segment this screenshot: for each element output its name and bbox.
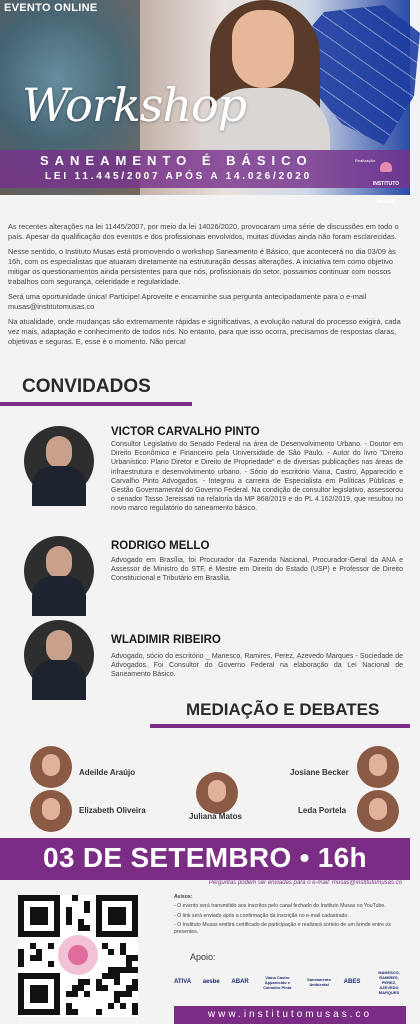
qr-module	[108, 949, 114, 955]
notice-item: - O Instituto Musas emitirá certificado de participação e realizará sorteio de um brinde entre os presentes.	[174, 922, 391, 936]
website-link[interactable]: www.institutomusas.co	[174, 1006, 406, 1024]
qr-module	[120, 1003, 126, 1009]
mediator-name: Leda Portela	[298, 806, 347, 815]
qr-finder	[108, 907, 126, 925]
qr-module	[84, 907, 90, 913]
notices-title: Avisos:	[174, 894, 193, 900]
intro-text	[8, 222, 406, 352]
event-subtitle: SANEAMENTO É BÁSICO	[40, 153, 313, 168]
institute-logo-text: INSTITUTO MUSAS	[372, 181, 400, 205]
qr-module	[72, 1009, 78, 1015]
sponsor-logo: aesbe	[202, 979, 220, 985]
guest-photo	[24, 620, 94, 690]
flower-icon	[380, 162, 392, 172]
title-band	[0, 150, 410, 188]
intro-paragraph: Será uma oportunidade única! Participe! Aproveite e encaminhe sua pergunta antecipadamente para o e-mail musas@institutomusas.co	[8, 292, 367, 311]
sponsor-logo: Viana Castro Apparecido e Carvalho Pinto	[263, 974, 292, 990]
qr-module	[132, 985, 138, 991]
qr-module	[18, 961, 24, 967]
qr-module	[108, 1003, 114, 1009]
mediator-name: Adeilde Araújo	[79, 768, 136, 777]
sponsor-logo: MANESCO, RAMIRES, PEREZ, AZEVEDO MARQUES	[378, 969, 400, 995]
qr-module	[114, 979, 120, 985]
event-date: 03 DE SETEMBRO • 16h	[43, 842, 367, 873]
event-label: EVENTO ONLINE	[4, 2, 98, 14]
mediator-photo	[30, 746, 72, 788]
qr-module	[72, 895, 78, 901]
mediator-name: Elizabeth Oliveira	[79, 806, 146, 815]
qr-module	[96, 1009, 102, 1015]
mediator-photo	[357, 790, 399, 832]
sponsor-logos	[174, 966, 406, 998]
qr-finder	[30, 985, 48, 1003]
guests-heading-bar	[0, 402, 192, 406]
institute-logo	[366, 162, 406, 208]
mediator-name: Juliana Matos	[189, 812, 242, 821]
sponsor-logo: ABES	[343, 979, 361, 985]
law-subtitle: LEI 11.445/2007 APÓS A 14.026/2020	[45, 171, 312, 182]
mediator-photo	[357, 746, 399, 788]
notices	[174, 894, 406, 939]
guest-name: VICTOR CARVALHO PINTO	[111, 426, 260, 438]
qr-module	[48, 943, 54, 949]
intro-paragraph: Na atualidade, onde mudanças são extremamente rápidas e significativas, a evolução natural do processo exigirá, cada vez mais, adaptação e conhecimento de todos nós. No entanto, para que isso ocorra, precisamos de respostas claras, objetivas e seguras. E, esse é o momento. Não perca!	[8, 317, 401, 346]
workshop-title: Workshop	[22, 78, 247, 132]
mediator-photo	[196, 772, 238, 814]
guest-photo	[24, 536, 94, 606]
support-label: Apoio:	[190, 952, 216, 962]
institute-flower-icon	[58, 935, 98, 975]
guest-bio: Consultor Legislativo do Senado Federal na área de Desenvolvimento Urbano. - Doutor em Direito Econômico e Financeiro pela Universidade de São Paulo. - Autor do livro "Direito Urbanístico: Plano Diretor e Direito de Propriedade" e de diversas publicações nas áreas de infraestrutura e desenvolvimento urbano. - Sócio do escritório Viana, Castro, Apparecido e Carvalho Pinto Advogados. - Integrou a carreira de Especialista em Políticas Públicas e Gestão Governamental do Governo Federal. Na condição de consultor legislativo, assessorou o senador Tasso Jereissati na relatoria da MP 868/2019 e do PL 4.162/2019, que resultou no novo marco regulatório do saneamento básico.	[111, 441, 403, 513]
qr-module	[84, 979, 90, 985]
qr-module	[132, 955, 138, 961]
notice-item: - O evento será transmitido aos inscritos pelo canal fechado do Instituto Musas no YouTube.	[174, 902, 386, 909]
guest-bio: Advogado, sócio do escritório _ Manesco, Ramires, Perez, Azevedo Marques - Sociedade de Advogados. Foi Consultor do Governo Federal na elaboração da Lei Nacional de Saneamento Básico.	[111, 653, 403, 679]
sponsor-logo: ATIVA	[174, 979, 192, 985]
mediation-heading-bar	[150, 724, 410, 728]
guest-bio: Advogado em Brasília, foi Procurador da Fazenda Nacional, Procurador-Geral da ANA e Assessor de Ministro do STF, é Mestre em Direito do Estado (USP) e Professor de Direito Constitucional e Tributário em Brasília.	[111, 557, 403, 583]
guest-photo	[24, 426, 94, 496]
sponsor-logo: ABAR	[231, 979, 249, 985]
qr-module	[66, 919, 72, 925]
qr-finder	[30, 907, 48, 925]
qr-module	[132, 967, 138, 973]
sponsor-logo: Saneamento Ambiental	[307, 977, 331, 987]
questions-note: Perguntas podem ser enviadas para o e-mail: musas@institutomusas.co	[0, 880, 410, 892]
hero-banner	[0, 0, 410, 205]
intro-paragraph: Nesse sentido, o Instituto Musas está promovendo o workshop Saneamento é Básico, que acontecerá no dia 03/09 às 16h, com os especialistas que atuaram diretamente na estruturação dessas alterações. A iniciativa tem como objetivo mitigar os questionamentos ainda persistentes para que nós, profissionais do setor, possamos continuar com nossos trabalhos com segurança, celeridade e regularidade.	[8, 247, 396, 286]
date-band	[0, 838, 410, 886]
qr-module	[36, 955, 42, 961]
qr-code[interactable]	[18, 895, 138, 1017]
mediation-heading: MEDIAÇÃO E DEBATES	[186, 700, 380, 719]
mediator-name: Josiane Becker	[290, 768, 349, 777]
guest-name: RODRIGO MELLO	[111, 540, 210, 552]
guest-name: WLADIMIR RIBEIRO	[111, 634, 221, 646]
qr-module	[84, 925, 90, 931]
intro-paragraph: As recentes alterações na lei 11445/2007, por meio da lei 14026/2020, provocaram uma série de discussões em todo o país. Apesar da qualificação dos eventos e dos profissionais envolvidos, muitas dúvidas ainda não foram esclarecidas.	[8, 222, 399, 241]
qr-module	[132, 1009, 138, 1015]
qr-module	[102, 985, 108, 991]
realization-label: Realização:	[355, 158, 376, 163]
qr-module	[84, 991, 90, 997]
guests-heading: CONVIDADOS	[22, 376, 151, 397]
qr-module	[72, 991, 78, 997]
mediator-photo	[30, 790, 72, 832]
qr-module	[48, 961, 54, 967]
notice-item: - O link será enviado após a confirmação da inscrição no e-mail cadastrado.	[174, 912, 349, 919]
qr-module	[126, 991, 132, 997]
